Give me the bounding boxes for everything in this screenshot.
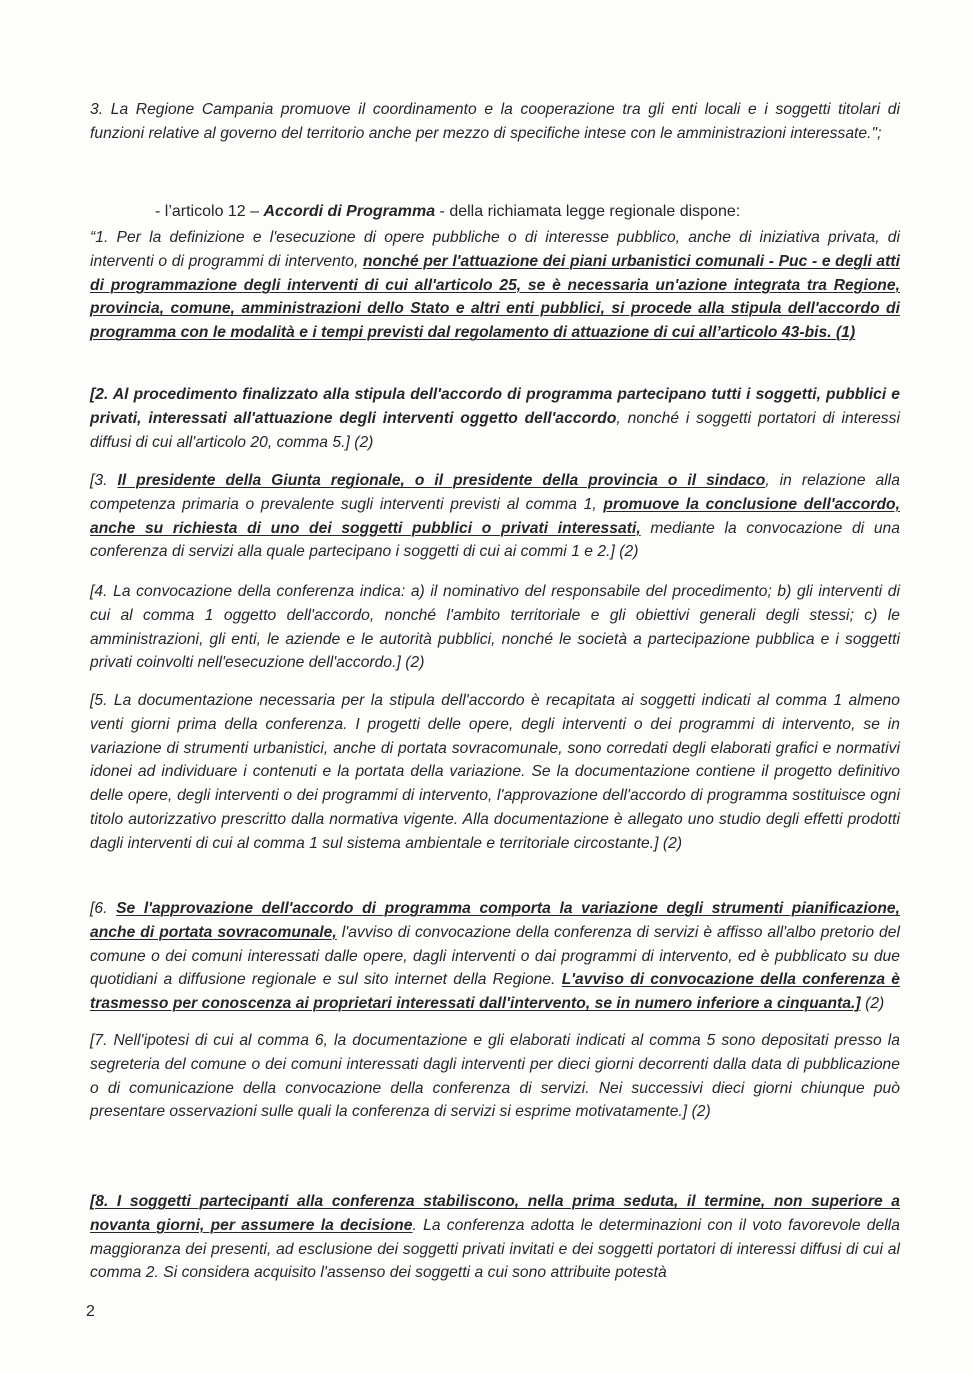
underlined-text: nonché per l'attuazione dei piani urbanistici comunali - Puc - e degli atti di programmazione degli interventi di cui all'articolo 25, se è necessaria un'azione integrata tra Regione, provincia, comune, amministrazioni dello Stato e altri enti pubblici, si procede alla stipula dell'accordo di programma con le modalità e i tempi previsti dal regolamento di attuazione di cui all’articolo 43-bis. (1)	[90, 252, 900, 342]
paragraph-text: [6.	[90, 900, 117, 917]
paragraph-text: , nonché i soggetti portatori di interessi diffusi di cui all'articolo 20, comma 5.] (2)	[90, 409, 901, 451]
underlined-text: L'avviso di convocazione della conferenza è trasmesso per conoscenza ai proprietari interessati dall'intervento, se in numero inferiore a cinquanta.]	[90, 971, 900, 1013]
paragraph-text: [7. Nell'ipotesi di cui al comma 6, la documentazione e gli elaborati indicati al comma 5 sono depositati presso la segreteria del comune o dei comuni interessati dagli interventi per dieci giorni decorrenti dalla data di pubblicazione o di comunicazione della convocazione della conferenza di servizi. Nei successivi dieci giorni chiunque può presentare osservazioni sulle quali la conferenza di servizi si esprime motivatamente.] (2)	[90, 1032, 900, 1121]
intro-text: - della richiamata legge regionale dispone:	[435, 203, 741, 220]
paragraph-comma-5	[90, 689, 900, 856]
page-number: 2	[86, 1303, 95, 1320]
underlined-text: Il presidente della Giunta regionale, o il presidente della provincia o il sindaco	[117, 472, 766, 489]
paragraph-comma-2	[90, 383, 900, 454]
paragraph-comma-3	[90, 469, 900, 564]
paragraph-comma-3-intro	[90, 98, 900, 146]
paragraph-text: [5. La documentazione necessaria per la stipula dell'accordo è recapitata ai soggetti indicati al comma 1 almeno venti giorni prima della conferenza. I progetti delle opere, degli interventi o dei programmi di intervento, se in variazione di strumenti urbanistici, anche di portata sovracomunale, sono corredati degli elaborati grafici e normativi idonei ad individuare i contenuti e la portata della variazione. Se la documentazione contiene il progetto definitivo delle opere, degli interventi o dei programmi di intervento, l'approvazione dell'accordo di programma sostituisce ogni titolo autorizzativo prescritto dalla normativa vigente. Alla documentazione è allegato uno studio degli effetti prodotti dagli interventi di cui al comma 1 sul sistema ambientale e territoriale circostante.] (2)	[90, 692, 900, 852]
paragraph-comma-1	[90, 226, 900, 345]
paragraph-text: , in relazione alla competenza primaria o prevalente sugli interventi previsti al comma 1,	[90, 472, 900, 513]
paragraph-text: . La conferenza adotta le determinazioni con il voto favorevole della maggioranza dei presenti, ad esclusione dei soggetti privati invitati e dei soggetti portatori di interessi diffusi di cui al comma 2. Si considera acquisito l'assenso dei soggetti a cui sono attribuite potestà	[90, 1216, 900, 1282]
paragraph-text: [3.	[90, 472, 118, 489]
paragraph-comma-4	[90, 580, 900, 675]
underlined-text: Se l'approvazione dell'accordo di programma comporta la variazione degli strumenti pianificazione, anche di portata sovracomunale,	[90, 900, 900, 941]
bold-text: [2. Al procedimento finalizzato alla stipula dell'accordo di programma partecipano tutti i soggetti, pubblici e privati, interessati all'attuazione degli interventi oggetto dell'accordo	[90, 386, 900, 427]
paragraph-comma-7	[90, 1029, 900, 1124]
paragraph-comma-8	[90, 1190, 900, 1285]
paragraph-text: l'avviso di convocazione della conferenza di servizi è affisso all'albo pretorio del comune o dei comuni interessati dalle opere, dagli interventi o dai programmi di intervento, ed è pubblicato su due quotidiani a diffusione regionale e sul sito internet della Regione.	[90, 923, 900, 989]
paragraph-comma-6	[90, 897, 900, 1016]
underlined-text: promuove la conclusione dell'accordo, anche su richiesta di uno dei soggetti pubblici o privati interessati,	[90, 495, 901, 537]
intro-text: - l’articolo 12 –	[155, 203, 264, 220]
article-title: Accordi di Programma	[263, 203, 436, 220]
paragraph-text: (2)	[860, 995, 885, 1013]
paragraph-text: mediante la convocazione di una conferenza di servizi alla quale partecipano i soggetti di cui ai commi 1 e 2.] (2)	[90, 519, 900, 561]
paragraph-text: “1. Per la definizione e l'esecuzione di opere pubbliche o di interesse pubblico, anche di iniziativa privata, di interventi o di programmi di intervento,	[90, 229, 900, 270]
paragraph-text: 3. La Regione Campania promuove il coordinamento e la cooperazione tra gli enti locali e i soggetti titolari di funzioni relative al governo del territorio anche per mezzo di specifiche intese con le amministrazioni interessate.";	[90, 101, 900, 142]
underlined-text: [8. I soggetti partecipanti alla conferenza stabiliscono, nella prima seduta, il termine, non superiore a novanta giorni, per assumere la decisione	[90, 1193, 900, 1234]
paragraph-text: [4. La convocazione della conferenza indica: a) il nominativo del responsabile del procedimento; b) gli interventi di cui al comma 1 oggetto dell'accordo, nonché l'ambito territoriale e gli obiettivi generali degli stessi; c) le amministrazioni, gli enti, le aziende e le autorità pubblici, nonché le società a partecipazione pubblica e i soggetti privati coinvolti nell'esecuzione dell'accordo.] (2)	[90, 583, 900, 672]
article-12-intro	[155, 200, 915, 224]
